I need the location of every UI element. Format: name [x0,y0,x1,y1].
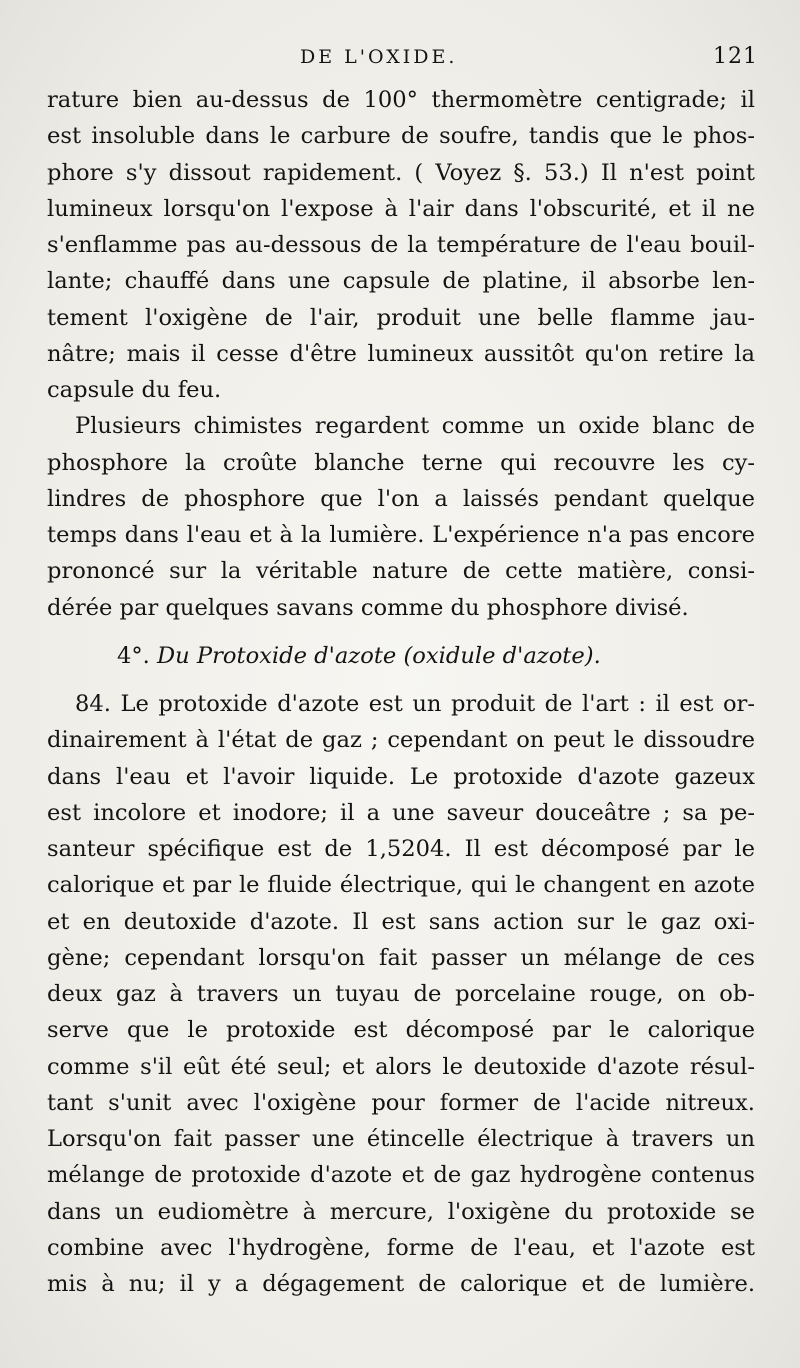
text-line: dans l'eau et l'avoir liquide. Le protoxide d'azote gazeux [47,763,755,790]
text-line: mélange de protoxide d'azote et de gaz hydrogène contenus [47,1162,755,1189]
text-line: et en deutoxide d'azote. Il est sans action sur le gaz oxi- [47,908,755,935]
page-number: 121 [713,44,758,69]
text-line: serve que le protoxide est décomposé par le calorique [47,1017,755,1044]
text-line: dinairement à l'état de gaz ; cependant on peut le dissoudre [47,727,755,754]
text-line: santeur spécifique est de 1,5204. Il est décomposé par le [47,836,755,862]
section-subtitle: (oxidule d'azote). [403,642,601,669]
paragraph-1 [47,82,755,408]
text-line: rature bien au-dessus de 100° thermomètre centigrade; il [47,87,755,113]
text-line: comme s'il eût été seul; et alors le deutoxide d'azote résul- [47,1053,755,1080]
paragraph-2 [47,408,755,626]
paragraph-3 [47,686,755,1302]
text-line: lindres de phosphore que l'on a laissés pendant quelque [47,485,755,512]
text-line: s'enflamme pas au-dessous de la température de l'eau bouil- [47,232,755,258]
text-line: dans un eudiomètre à mercure, l'oxigène du protoxide se [47,1198,755,1225]
text-line: est incolore et inodore; il a une saveur douceâtre ; sa pe- [47,799,755,826]
text-line: tement l'oxigène de l'air, produit une belle flamme jau- [47,304,755,331]
text-line: phore s'y dissout rapidement. ( Voyez §. 53.) Il n'est point [47,159,755,186]
text-line: temps dans l'eau et à la lumière. L'expérience n'a pas encore [47,522,755,548]
text-line: lumineux lorsqu'on l'expose à l'air dans l'obscurité, et il ne [47,195,755,222]
text-line: Lorsqu'on fait passer une étincelle électrique à travers un [47,1126,755,1152]
text-line: prononcé sur la véritable nature de cette matière, consi- [47,558,755,585]
section-title: Du Protoxide d'azote [157,642,397,669]
text-line: phosphore la croûte blanche terne qui recouvre les cy- [47,449,755,476]
text-line: nâtre; mais il cesse d'être lumineux aussitôt qu'on retire la [47,340,755,367]
text-line: lante; chauffé dans une capsule de platine, il absorbe len- [47,268,755,295]
text-line: gène; cependant lorsqu'on fait passer un mélange de ces [47,944,755,971]
page-body [47,82,755,1302]
text-line: mis à nu; il y a dégagement de calorique et de lumière. [47,1271,755,1297]
text-line: capsule du feu. [47,377,222,403]
text-line: est insoluble dans le carbure de soufre, tandis que le phos- [47,123,755,150]
text-line: combine avec l'hydrogène, forme de l'eau, et l'azote est [47,1234,755,1261]
section-heading [47,638,755,674]
running-head: DE L'OXIDE. [300,46,458,68]
section-number: 4°. [117,642,150,669]
text-line: calorique et par le fluide électrique, qui le changent en azote [47,872,755,899]
text-line: tant s'unit avec l'oxigène pour former de l'acide nitreux. [47,1089,755,1116]
page-header [0,42,800,82]
text-line: Plusieurs chimistes regardent comme un oxide blanc de [75,413,755,440]
text-line: dérée par quelques savans comme du phosphore divisé. [47,594,689,621]
text-line: deux gaz à travers un tuyau de porcelaine rouge, on ob- [47,981,755,1007]
text-line: 84. Le protoxide d'azote est un produit de l'art : il est or- [75,691,755,717]
